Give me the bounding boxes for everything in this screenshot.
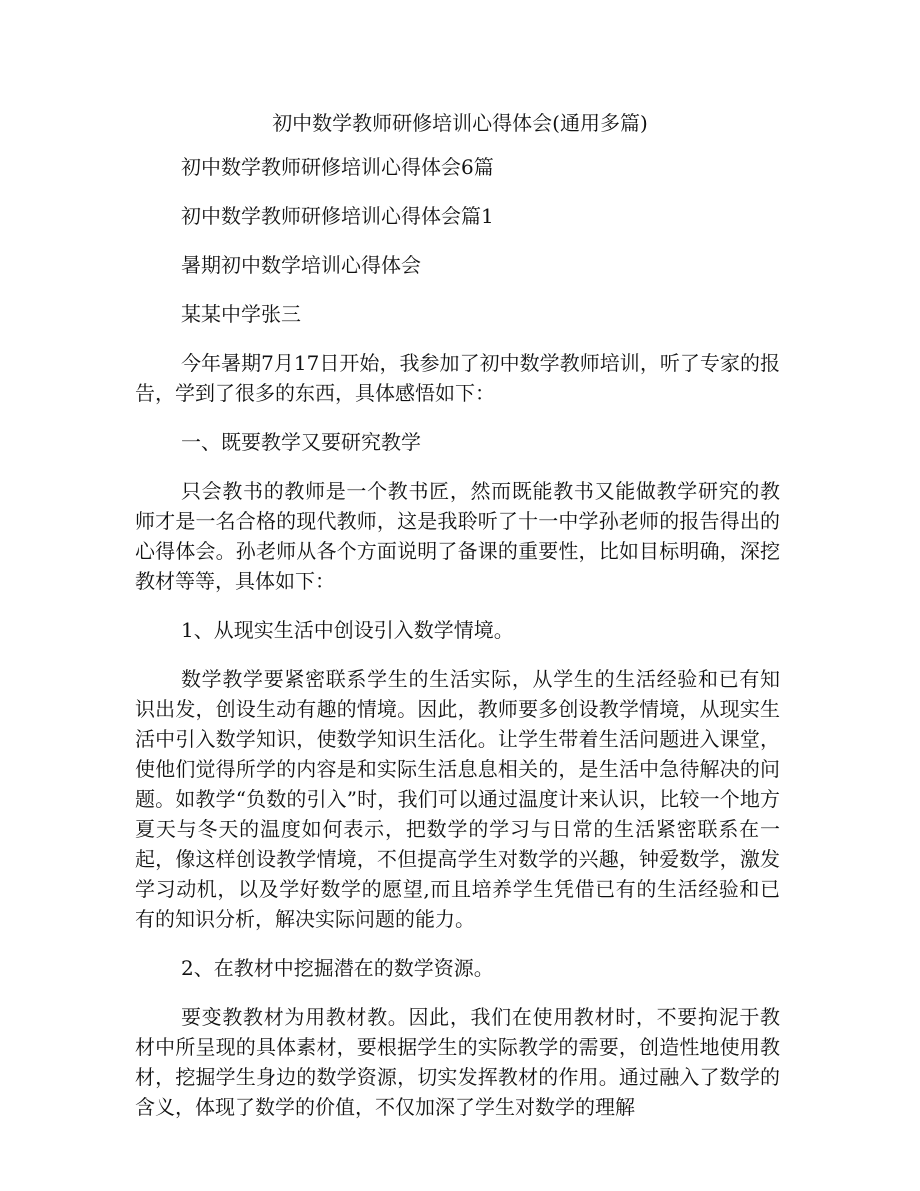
document-body [135, 152, 780, 1141]
document-title: 初中数学教师研修培训心得体会(通用多篇) [272, 111, 648, 135]
paragraph-point-one-heading: 1、从现实生活中创设引入数学情境。 [181, 618, 514, 642]
paragraph-point-two-heading: 2、在教材中挖掘潜在的数学资源。 [181, 956, 494, 980]
paragraph-section-one-body: 只会教书的教师是一个教书匠，然而既能教书又能做教学研究的教师才是一名合格的现代教师，这是我聆听了十一中学孙老师的报告得出的心得体会。孙老师从各个方面说明了备课的重要性，比如目标明确，深挖教材等等，具体如下： [135, 479, 780, 593]
paragraph-point-two-body: 要变教教材为用教材教。因此，我们在使用教材时，不要拘泥于教材中所呈现的具体素材，要根据学生的实际教学的需要，创造性地使用教材，挖掘学生身边的数学资源，切实发挥教材的作用。通过融入了数学的含义，体现了数学的价值，不仅加深了学生对数学的理解 [135, 1005, 780, 1119]
paragraph-subtitle-collection: 初中数学教师研修培训心得体会6篇 [181, 155, 494, 179]
paragraph-subtitle-part1: 初中数学教师研修培训心得体会篇1 [181, 204, 494, 228]
paragraph-point-one-body: 数学教学要紧密联系学生的生活实际，从学生的生活经验和已有知识出发，创设生动有趣的情境。因此，教师要多创设教学情境，从现实生活中引入数学知识，使数学知识生活化。让学生带着生活问题进入课堂，使他们觉得所学的内容是和实际生活息息相关的，是生活中急待解决的问题。如教学“负数的引入”时，我们可以通过温度计来认识，比较一个地方夏天与冬天的温度如何表示，把数学的学习与日常的生活紧密联系在一起，像这样创设教学情境，不但提高学生对数学的兴趣，钟爱数学，激发学习动机，以及学好数学的愿望,而且培养学生凭借已有的生活经验和已有的知识分析，解决实际问题的能力。 [135, 667, 780, 931]
paragraph-heading-summer-training: 暑期初中数学培训心得体会 [181, 253, 421, 277]
paragraph-author: 某某中学张三 [181, 302, 301, 326]
paragraph-section-one-heading: 一、既要教学又要研究教学 [181, 430, 421, 454]
paragraph-intro: 今年暑期7月17日开始，我参加了初中数学教师培训，听了专家的报告，学到了很多的东西，具体感悟如下： [135, 351, 780, 405]
